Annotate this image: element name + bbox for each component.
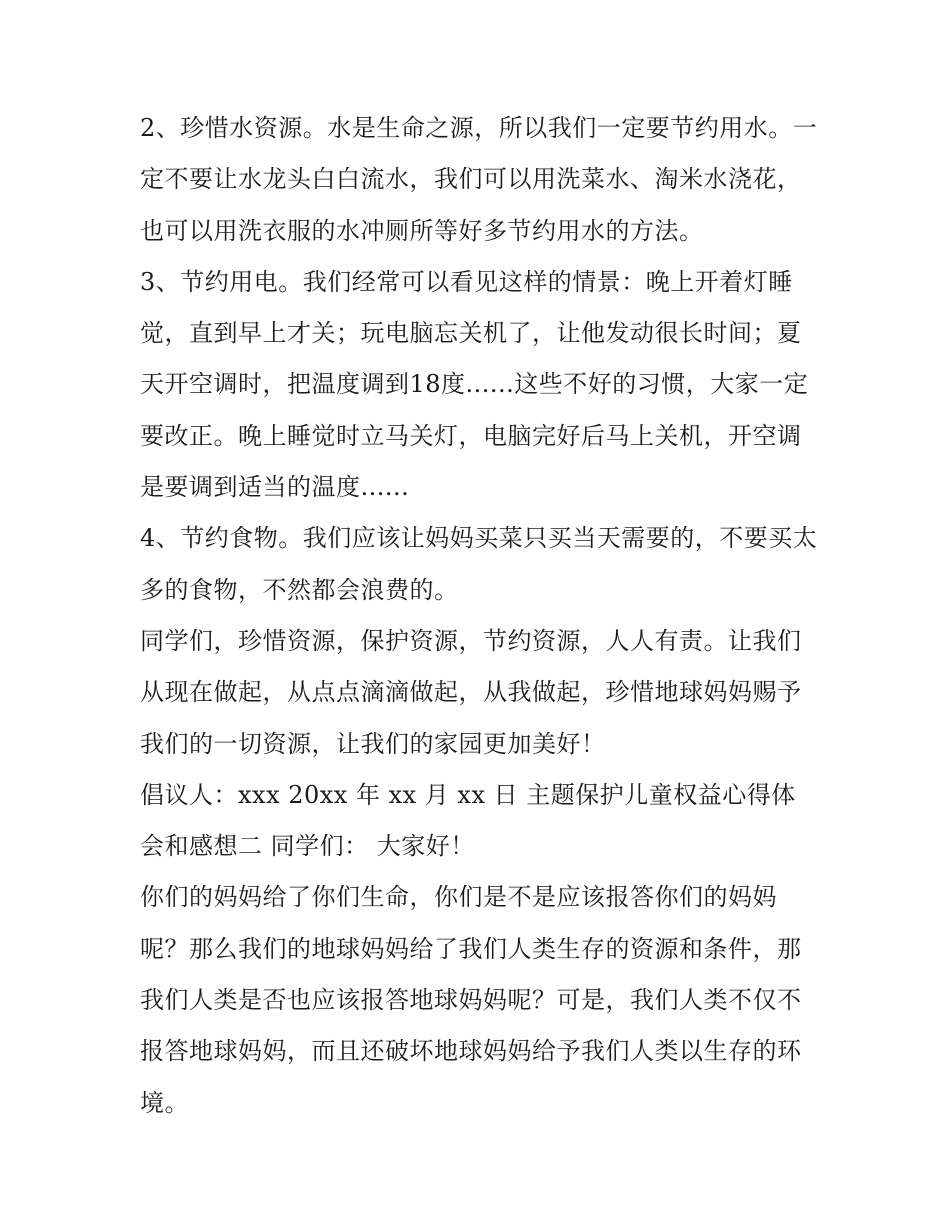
paragraph-call-to-action: 同学们，珍惜资源，保护资源，节约资源，人人有责。让我们从现在做起，从点点滴滴做起，从我做起，珍惜地球妈妈赐予我们的一切资源，让我们的家园更加美好！ (140, 626, 802, 758)
paragraph-signature: 倡议人：xxx 20xx 年 xx 月 xx 日 主题保护儿童权益心得体会和感想二 同学们： 大家好！ (140, 780, 796, 861)
paragraph-earth-mother: 你们的妈妈给了你们生命，你们是不是应该报答你们的妈妈呢？那么我们的地球妈妈给了我们人类生存的资源和条件，那我们人类是否也应该报答地球妈妈呢？可是，我们人类不仅不报答地球妈妈，而且还破坏地球妈妈给予我们人类以生存的环境。 (140, 883, 802, 1117)
paragraph-save-water: 2、珍惜水资源。水是生命之源，所以我们一定要节约用水。一定不要让水龙头白白流水，我们可以用洗菜水、淘米水浇花，也可以用洗衣服的水冲厕所等好多节约用水的方法。 (140, 114, 818, 245)
paragraph-save-food: 4、节约食物。我们应该让妈妈买菜只买当天需要的，不要买太多的食物，不然都会浪费的。 (140, 524, 818, 604)
document-body (140, 103, 820, 1129)
paragraph-save-electricity: 3、节约用电。我们经常可以看见这样的情景：晚上开着灯睡觉，直到早上才关；玩电脑忘关机了，让他发动很长时间；夏天开空调时，把温度调到18度......这些不好的习惯，大家一定要改正。晚上睡觉时立马关灯，电脑完好后马上关机，开空调是要调到适当的温度...... (140, 267, 809, 502)
